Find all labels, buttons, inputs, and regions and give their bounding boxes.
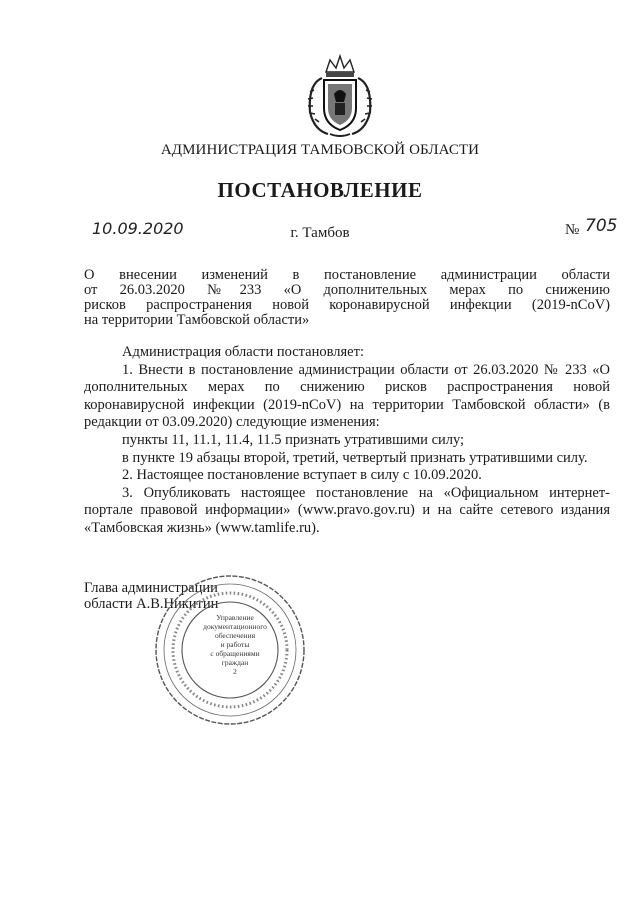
body-item-1b: в пункте 19 абзацы второй, третий, четвертый признать утратившими силу. xyxy=(122,449,588,466)
subject-line: О внесении изменений в постановление администрации области xyxy=(84,267,610,283)
document-type: ПОСТАНОВЛЕНИЕ xyxy=(217,178,423,202)
subject-line: от 26.03.2020 №233 «О дополнительных мерах по снижению xyxy=(84,282,610,298)
body-item-3: 3. Опубликовать настоящее постановление на «Официальном интернет-портале правовой информации» (www.pravo.gov.ru) и на сайте сетевого издания «Тамбовская жизнь» (www.tamlife.ru). xyxy=(84,484,610,536)
subject-line: рисков распространения новой коронавирусной инфекции (2019-nCoV) xyxy=(84,297,610,313)
document-number: 705 xyxy=(585,216,618,236)
body-item-2: 2. Настоящее постановление вступает в силу с 10.09.2020. xyxy=(122,467,482,484)
document-city: г. Тамбов xyxy=(290,225,350,241)
body-item-1: 1. Внести в постановление администрации области от 26.03.2020 № 233 «О дополнительных мерах по снижению рисков распространения новой коронавирусной инфекции (2019-nCoV) на территории Тамбовской области» (в редакции от 03.09.2020) следующие изменения: xyxy=(84,361,610,431)
signature-title: Глава администрации xyxy=(84,580,218,596)
document-subject xyxy=(84,268,610,328)
document-body xyxy=(84,344,610,538)
signature-name: области А.В.Никитин xyxy=(84,596,219,612)
stamp-center-text: Управление документационного обеспечения и работы с обращениями граждан 2 xyxy=(203,613,267,676)
body-item-1a: пункты 11, 11.1, 11.4, 11.5 признать утратившими силу; xyxy=(122,431,465,448)
subject-line: на территории Тамбовской области» xyxy=(84,312,310,328)
agency-name: АДМИНИСТРАЦИЯ ТАМБОВСКОЙ ОБЛАСТИ xyxy=(160,142,480,158)
body-intro: Администрация области постановляет: xyxy=(122,344,364,360)
number-sign: № xyxy=(565,222,580,238)
coat-of-arms-icon xyxy=(300,50,380,140)
document-date: 10.09.2020 xyxy=(92,219,184,238)
